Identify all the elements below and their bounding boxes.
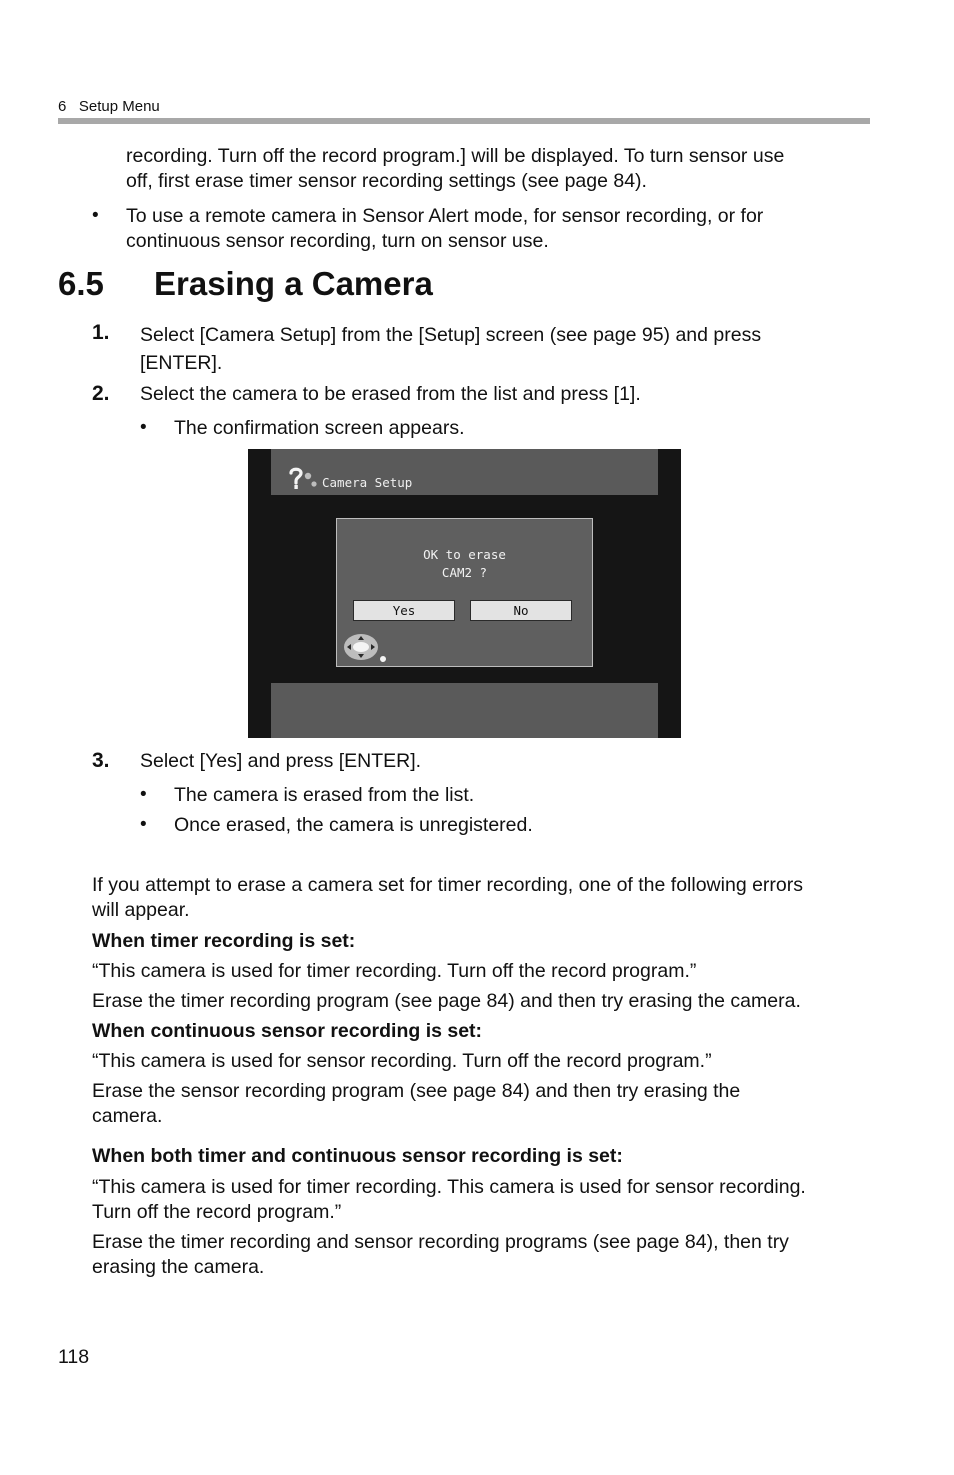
both-fix-line-2: erasing the camera. [92, 1256, 265, 1278]
step-3-bullet-1: The camera is erased from the list. [174, 784, 475, 806]
screen-title-bar [271, 449, 658, 495]
sensor-message: “This camera is used for sensor recording. Turn off the record program.” [92, 1050, 712, 1072]
page-number: 118 [58, 1346, 90, 1368]
yes-button[interactable]: Yes [353, 600, 455, 621]
dpad-icon [341, 632, 389, 664]
both-message-line-2: Turn off the record program.” [92, 1201, 342, 1223]
errors-intro-line-1: If you attempt to erase a camera set for timer recording, one of the following errors [92, 874, 803, 896]
intro-continued-text [126, 144, 784, 194]
sensor-fix-line-1: Erase the sensor recording program (see page 84) and then try erasing the [92, 1080, 741, 1102]
bullet-marker: • [140, 784, 147, 805]
bullet-marker: • [92, 205, 99, 226]
intro-line-1: recording. Turn off the record program.] will be displayed. To turn sensor use [126, 145, 785, 167]
errors-intro-line-2: will appear. [92, 899, 190, 921]
step-1-number: 1. [92, 321, 110, 344]
section-title: Erasing a Camera [154, 265, 433, 302]
section-number: 6.5 [58, 265, 104, 302]
errors-intro [92, 873, 803, 923]
confirm-dialog [336, 518, 593, 667]
step-1-line-1: Select [Camera Setup] from the [Setup] screen (see page 95) and press [140, 324, 762, 346]
sensor-fix [92, 1079, 740, 1129]
both-heading: When both timer and continuous sensor recording is set: [92, 1145, 623, 1167]
running-header [58, 98, 160, 115]
step-2-bullet-1: The confirmation screen appears. [174, 417, 465, 439]
help-icon [287, 467, 323, 491]
screen-bottom-bar [271, 683, 658, 738]
dialog-message-line-1: OK to erase [423, 547, 506, 562]
sensor-fix-line-2: camera. [92, 1105, 163, 1127]
intro-bullet [126, 204, 763, 254]
header-rule [58, 118, 870, 124]
chapter-number: 6 [58, 98, 67, 115]
timer-message: “This camera is used for timer recording. Turn off the record program.” [92, 960, 697, 982]
sensor-heading: When continuous sensor recording is set: [92, 1020, 483, 1042]
intro-line-2: off, first erase timer sensor recording settings (see page 84). [126, 170, 647, 192]
step-1-text [140, 321, 761, 377]
timer-fix: Erase the timer recording program (see page 84) and then try erasing the camera. [92, 990, 801, 1012]
both-message [92, 1175, 806, 1225]
screen-title: Camera Setup [322, 475, 413, 490]
timer-heading: When timer recording is set: [92, 930, 356, 952]
step-2-text: Select the camera to be erased from the list and press [1]. [140, 383, 641, 405]
intro-bullet-line-1: To use a remote camera in Sensor Alert mode, for sensor recording, or for [126, 205, 764, 227]
section-name: Setup Menu [78, 98, 160, 115]
both-fix [92, 1230, 789, 1280]
no-button[interactable]: No [470, 600, 572, 621]
step-3-text: Select [Yes] and press [ENTER]. [140, 750, 422, 772]
intro-bullet-line-2: continuous sensor recording, turn on sensor use. [126, 230, 549, 252]
bullet-marker: • [140, 417, 147, 438]
bullet-marker: • [140, 814, 147, 835]
camera-setup-screenshot [248, 449, 681, 738]
step-3-number: 3. [92, 749, 110, 772]
dialog-message-line-2: CAM2 ? [441, 565, 488, 580]
step-3-bullet-2: Once erased, the camera is unregistered. [174, 814, 533, 836]
step-1-line-2: [ENTER]. [140, 352, 223, 374]
both-fix-line-1: Erase the timer recording and sensor recording programs (see page 84), then try [92, 1231, 789, 1253]
both-message-line-1: “This camera is used for timer recording. This camera is used for sensor recording. [92, 1176, 806, 1198]
step-2-number: 2. [92, 382, 110, 405]
